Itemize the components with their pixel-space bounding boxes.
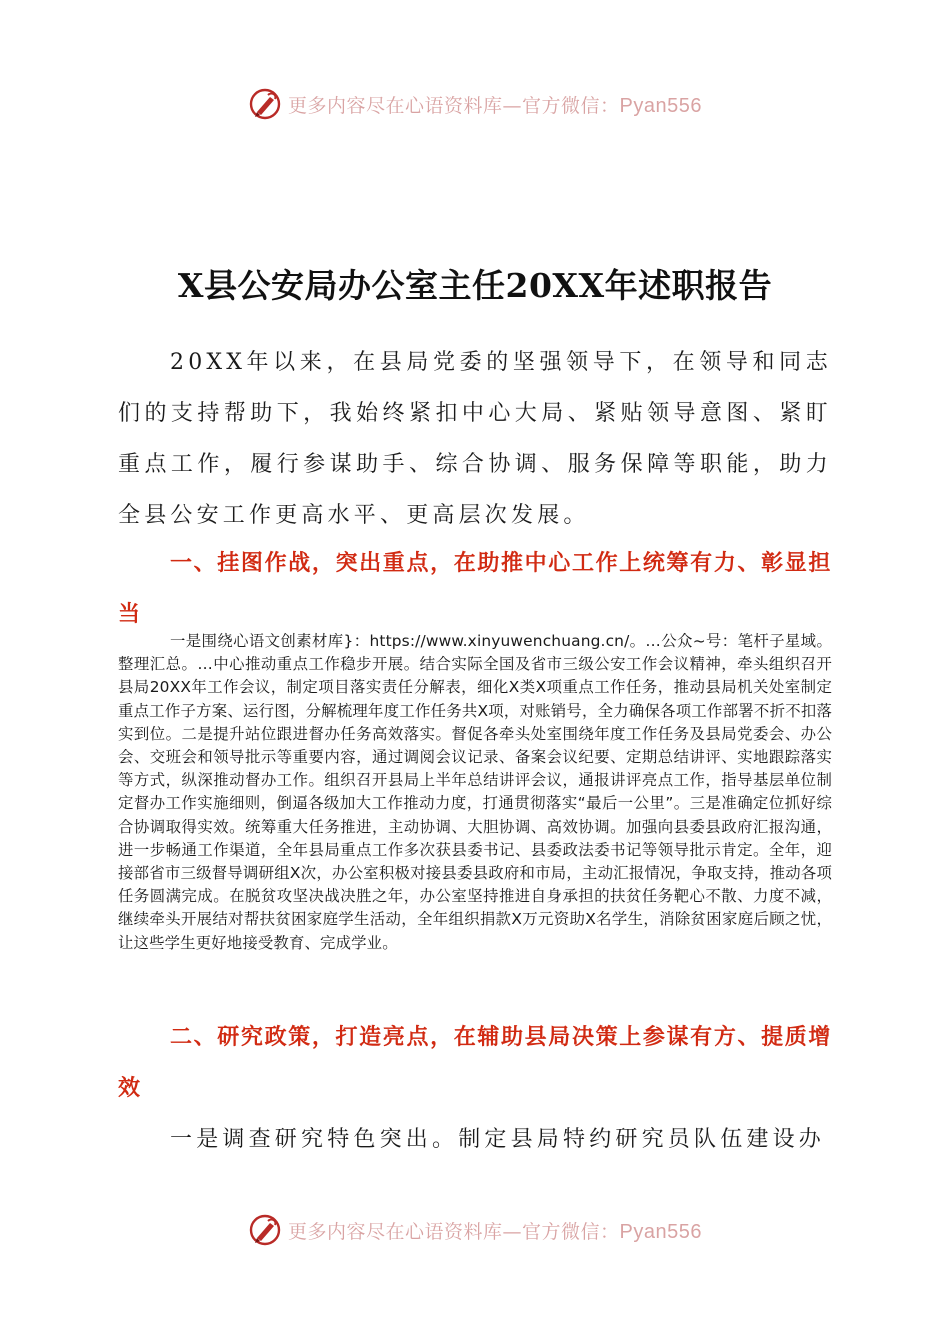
watermark-text — [288, 91, 702, 118]
watermark-label: 更多内容尽在心语资料库—官方微信： — [288, 1220, 620, 1243]
pen-circle-logo-icon — [248, 1213, 282, 1247]
watermark-text — [288, 1217, 702, 1244]
pen-circle-logo-icon — [248, 87, 282, 121]
document-title: X县公安局办公室主任20XX年述职报告 — [177, 266, 773, 305]
intro-paragraph: 20XX年以来，在县局党委的坚强领导下，在领导和同志们的支持帮助下，我始终紧扣中心大局、紧贴领导意图、紧盯重点工作，履行参谋助手、综合协调、服务保障等职能，助力全县公安工作更高水平、更高层次发展。 — [118, 350, 832, 528]
watermark-label: 更多内容尽在心语资料库—官方微信： — [288, 94, 620, 117]
footer-watermark — [0, 1210, 950, 1250]
section-2-heading: 二、研究政策，打造亮点，在辅助县局决策上参谋有方、提质增效 — [118, 1025, 832, 1101]
section-1-heading: 一、挂图作战，突出重点，在助推中心工作上统筹有力、彰显担当 — [118, 551, 832, 627]
section-2-body: 一是调查研究特色突出。制定县局特约研究员队伍建设办 — [170, 1127, 826, 1152]
header-watermark — [0, 84, 950, 124]
section-1-body: 一是围绕心语文创素材库}：https://www.xinyuwenchuang.cn/。…公众~号：笔杆子星域。整理汇总。…中心推动重点工作稳步开展。结合实际全国及省市三级公安工作会议精神，牵头组织召开县局20XX年工作会议，制定项目落实责任分解表，细化X类X项重点工作任务，推动县局机关处室制定重点工作子方案、运行图，分解梳理年度工作任务共X项，对账销号，全力确保各项工作部署不折不扣落实到位。二是提升站位跟进督办任务高效落实。督促各牵头处室围绕年度工作任务及县局党委会、办公会、交班会和领导批示等重要内容，通过调阅会议记录、备案会议纪要、定期总结讲评、实地跟踪落实等方式，纵深推动督办工作。组织召开县局上半年总结讲评会议，通报讲评亮点工作，指导基层单位制定督办工作实施细则，倒逼各级加大工作推动力度，打通贯彻落实“最后一公里”。三是准确定位抓好综合协调取得实效。统筹重大任务推进，主动协调、大胆协调、高效协调。加强向县委县政府汇报沟通，进一步畅通工作渠道，全年县局重点工作多次获县委书记、县委政法委书记等领导批示肯定。全年，迎接部省市三级督导调研组X次，办公室积极对接县委县政府和市局，主动汇报情况，争取支持，推动各项任务圆满完成。在脱贫攻坚决战决胜之年，办公室坚持推进自身承担的扶贫任务靶心不散、力度不减，继续牵头开展结对帮扶贫困家庭学生活动，全年组织捐款X万元资助X名学生，消除贫困家庭后顾之忧，让这些学生更好地接受教育、完成学业。 — [118, 632, 832, 952]
watermark-brand: Pyan556 — [619, 94, 702, 117]
watermark-brand: Pyan556 — [619, 1220, 702, 1243]
